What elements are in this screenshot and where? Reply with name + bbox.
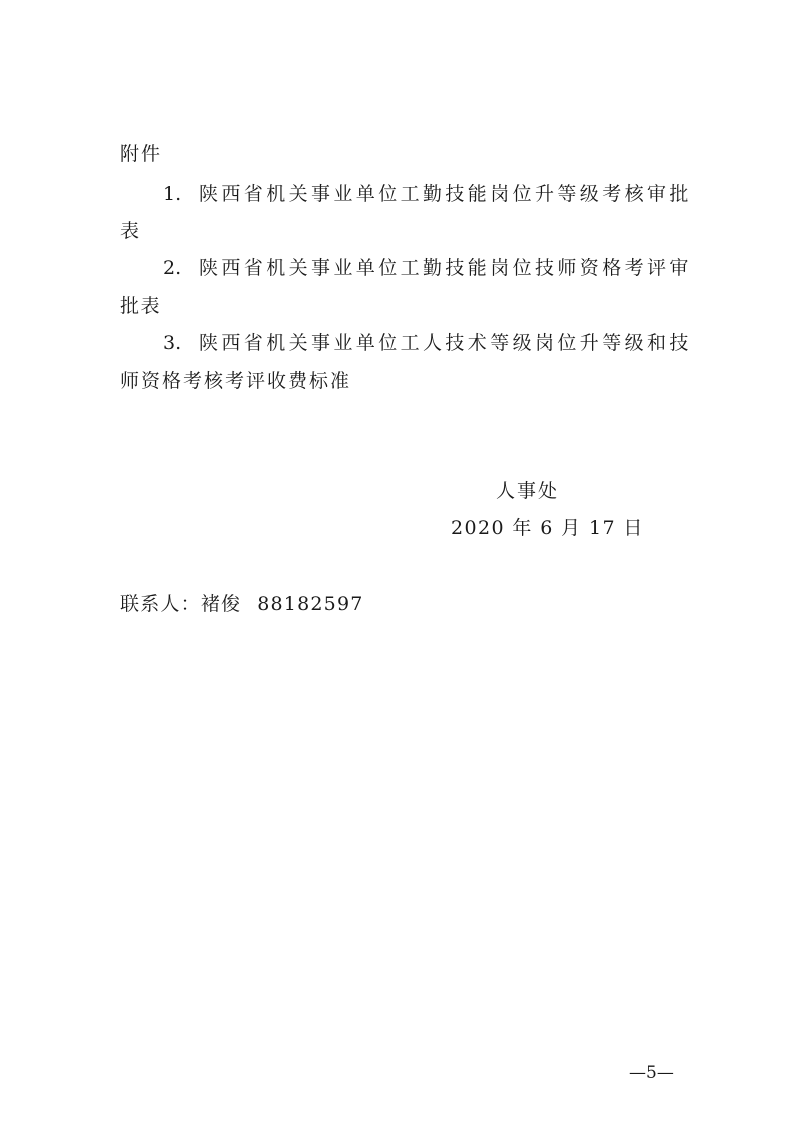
contact-name: 褚俊 — [200, 593, 242, 615]
attachment-number: 2. — [163, 257, 182, 279]
attachment-item-3-continuation: 师资格考核考评收费标准 — [120, 370, 352, 392]
attachments-heading: 附件 — [120, 143, 163, 165]
signature-date: 2020 年 6 月 17 日 — [451, 517, 644, 539]
signature-org: 人事处 — [496, 480, 560, 502]
attachment-item-2 — [163, 256, 692, 280]
attachment-item-3 — [163, 331, 692, 355]
attachment-item-2-continuation: 批表 — [120, 295, 162, 317]
contact-phone: 88182597 — [257, 593, 364, 615]
contact-line — [120, 592, 364, 616]
attachment-number: 1. — [163, 183, 182, 205]
attachment-item-1 — [163, 182, 692, 206]
attachment-item-1-continuation: 表 — [120, 220, 141, 242]
page-number: —5— — [629, 1063, 674, 1083]
attachment-title: 陕西省机关事业单位工人技术等级岗位升等级和技 — [199, 332, 692, 354]
attachment-title: 陕西省机关事业单位工勤技能岗位技师资格考评审 — [199, 257, 692, 279]
attachment-number: 3. — [163, 332, 182, 354]
attachment-title: 陕西省机关事业单位工勤技能岗位升等级考核审批 — [199, 183, 692, 205]
contact-label: 联系人： — [120, 593, 201, 615]
